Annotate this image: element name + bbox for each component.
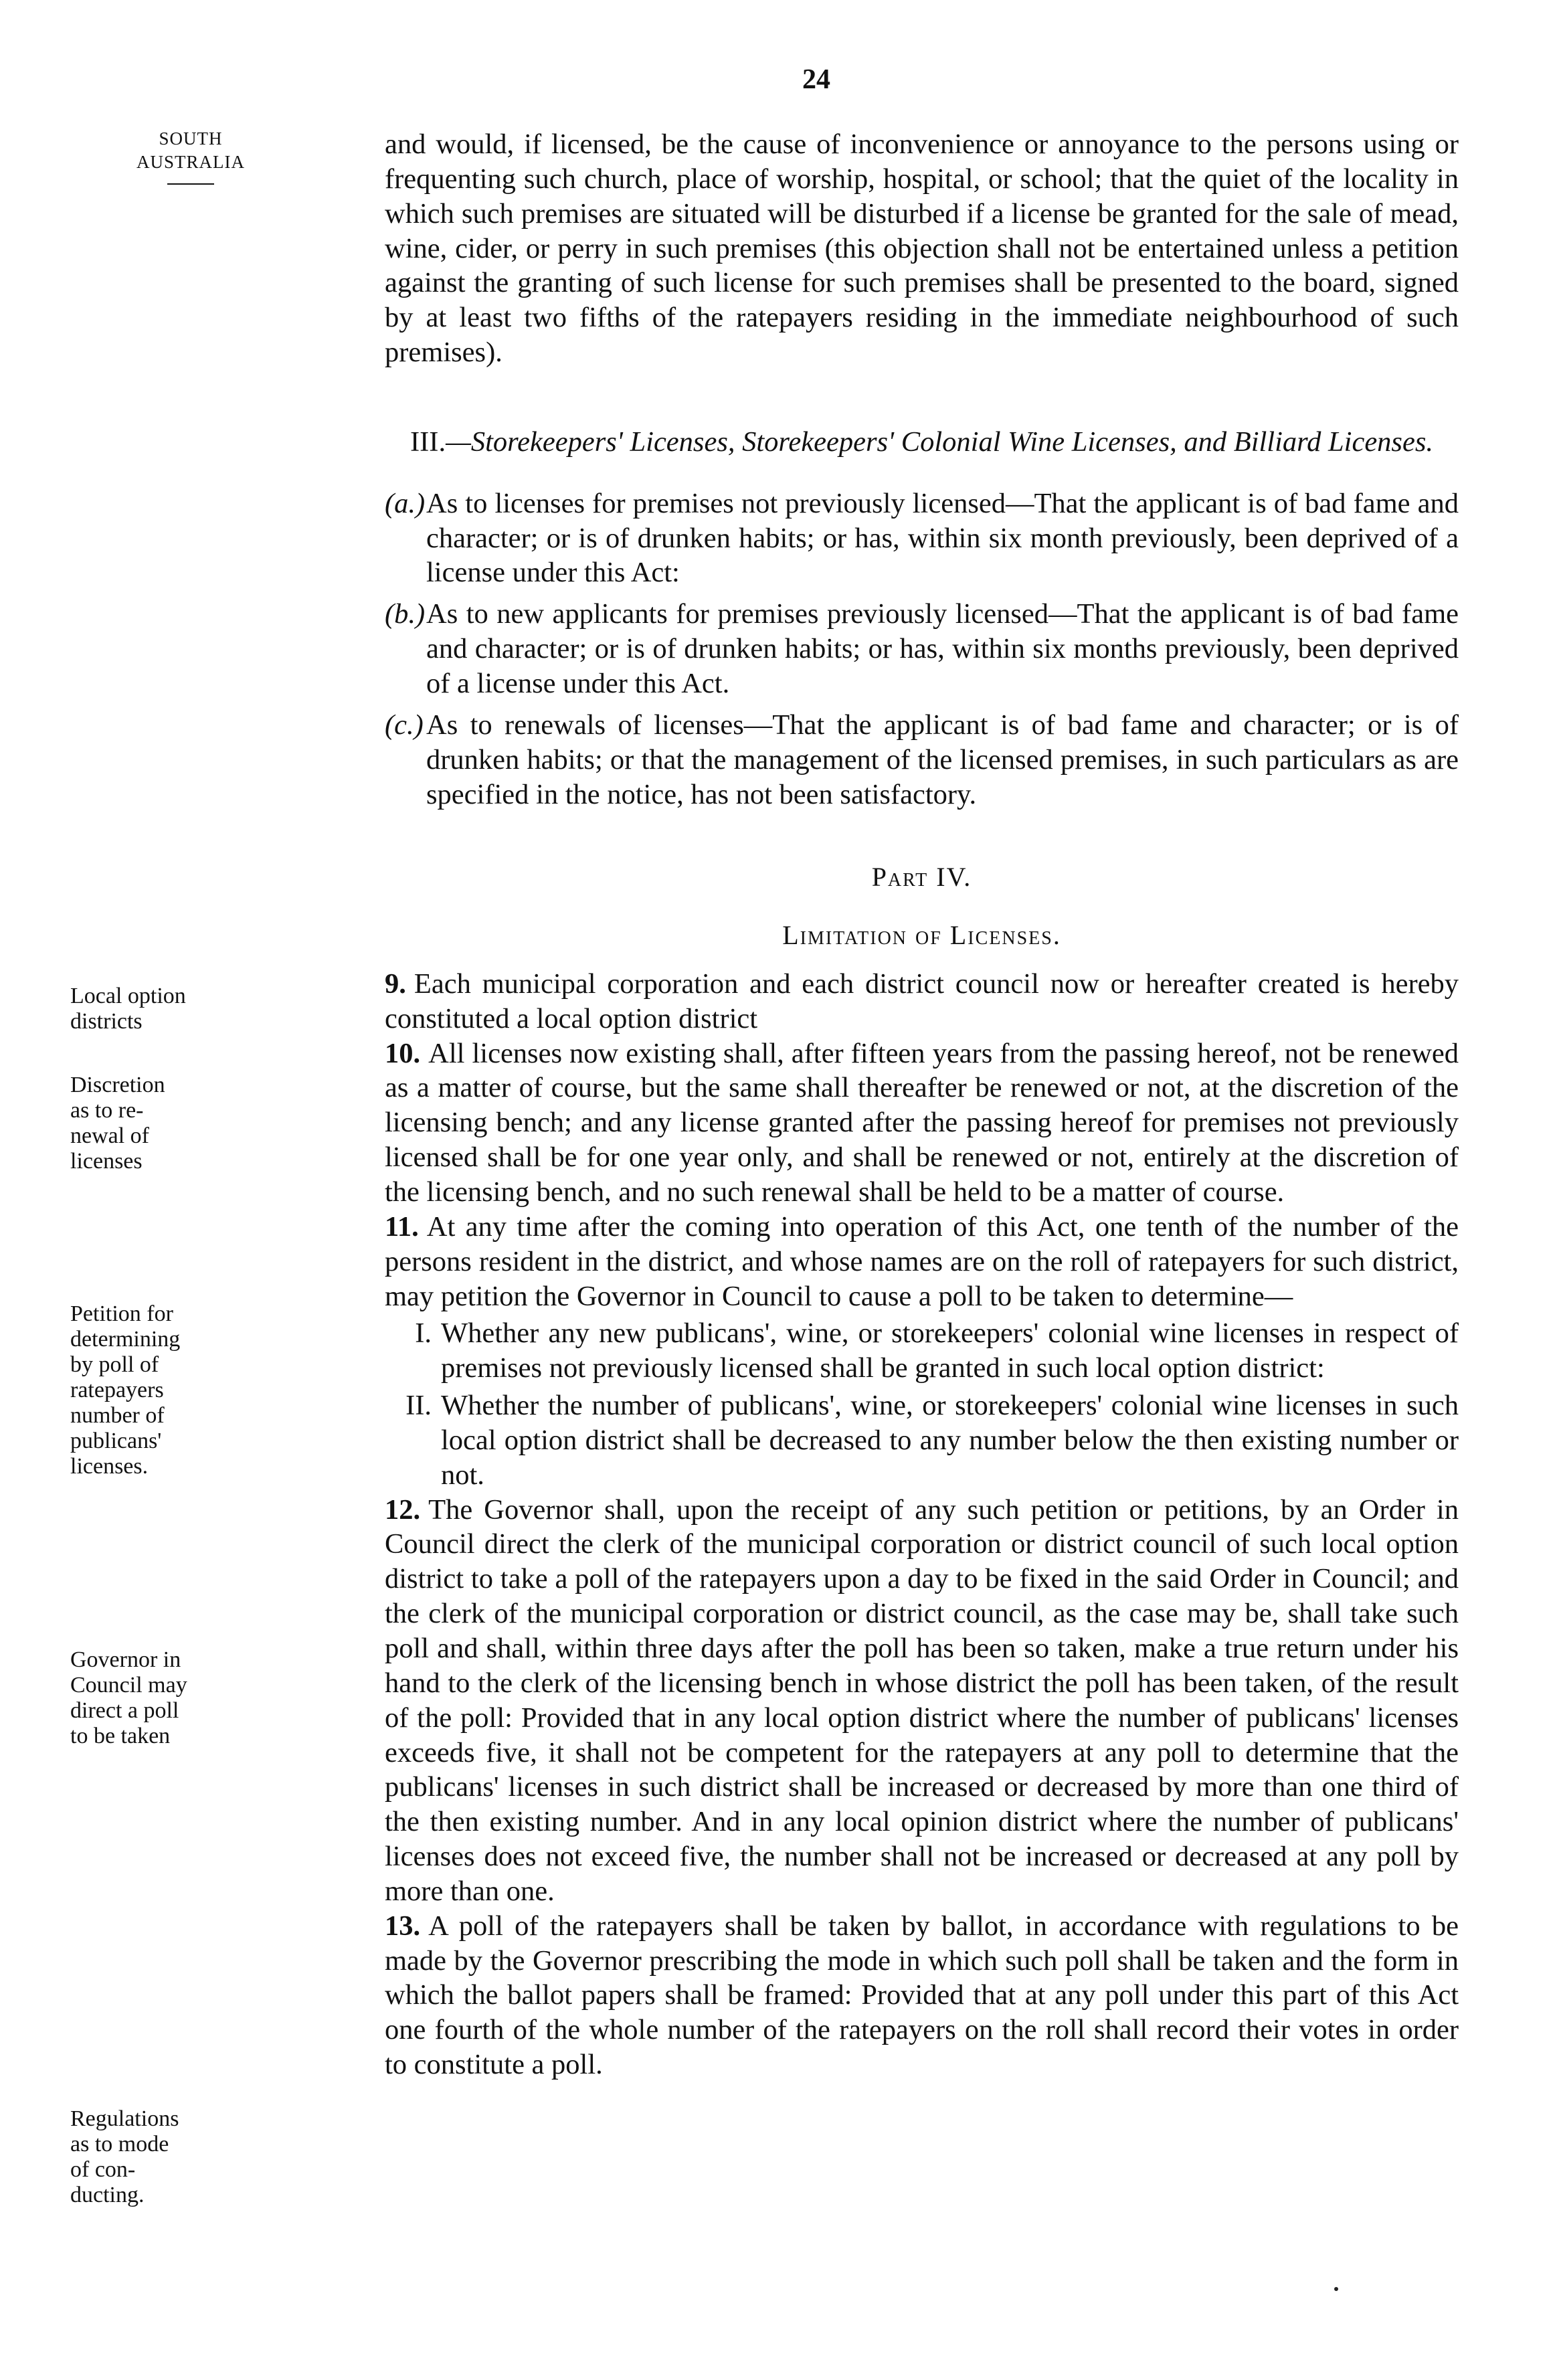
clause-number: 9. (385, 968, 406, 1000)
clause-text: Each municipal corporation and each district council now or hereafter created is hereby constituted a local option district (385, 968, 1459, 1034)
clause-11 (385, 1210, 1459, 1314)
item-text: Whether any new publicans', wine, or storekeepers' colonial wine licenses in respect of premises not previously licensed shall be granted in such local option district: (441, 1317, 1459, 1384)
clause-number: 11. (385, 1210, 419, 1243)
country-label-line-2: AUSTRALIA (136, 152, 245, 173)
margin-note-line: of con- (70, 2157, 136, 2183)
item-text: Whether the number of publicans', wine, or storekeepers' colonial wine licenses in such local option district shall be decreased to any number below the then existing number or not. (441, 1390, 1459, 1491)
margin-note-line: Petition for (70, 1301, 173, 1326)
list-item (385, 1316, 1459, 1386)
part-title: Part IV. (871, 862, 972, 893)
list-item (385, 708, 1459, 812)
margin-note-governor (70, 1647, 231, 1749)
margin-note-line: Discretion (70, 1073, 165, 1097)
margin-note-regulations (70, 2106, 231, 2208)
clause-13 (385, 1909, 1459, 2082)
item-label: I. (415, 1317, 432, 1350)
list-item (385, 597, 1459, 701)
clause-number: 12. (385, 1493, 421, 1526)
clause-text: All licenses now existing shall, after fifteen years from the passing hereof, not be renewed as a matter of course, but the same shall thereafter be renewed or not, at the discretion of the licensing bench; and any license granted after the passing hereof for premises not previously licensed shall be for one year only, and shall be renewed or not, entirely at the discretion of the licensing bench, and no such renewal shall be held to be a matter of course. (385, 1037, 1459, 1208)
item-label: (c.) (385, 709, 424, 741)
item-text: As to licenses for premises not previously licensed—That the applicant is of bad fame and character; or is of drunken habits; or has, within six month previously, been deprived of a license under this Act: (426, 487, 1459, 589)
page-number: 24 (802, 64, 830, 95)
intro-paragraph: and would, if licensed, be the cause of inconvenience or annoyance to the persons using or frequenting such church, place of worship, hospital, or school; that the quiet of the locality in which such premises are situated will be disturbed if a license be granted for the sale of mead, wine, cider, or perry in such premises (this objection shall not be entertained unless a petition against the granting of such license for such premises shall be presented to the board, signed by at least two fifths of the ratepayers residing in the immediate neighbourhood of such premises). (385, 128, 1459, 369)
list-item (385, 1388, 1459, 1493)
clause-10 (385, 1036, 1459, 1210)
item-label: (a.) (385, 487, 426, 519)
margin-note-line: ducting. (70, 2183, 145, 2208)
margin-note-petition (70, 1301, 231, 1480)
clause-number: 10. (385, 1037, 421, 1069)
clause-text: At any time after the coming into operation of this Act, one tenth of the number of the persons resident in the district, and whose names are on the roll of ratepayers for such district, may petition the Governor in Council to cause a poll to be taken to determine— (385, 1210, 1459, 1312)
item-text: As to renewals of licenses—That the applicant is of bad fame and character; or is of drunken habits; or that the management of the licensed premises, in such particulars as are specified in the notice, has not been satisfactory. (426, 709, 1459, 810)
margin-note-line: Local option (70, 984, 186, 1008)
margin-note-line: determining (70, 1327, 181, 1352)
clause-text: The Governor shall, upon the receipt of any such petition or petitions, by an Order in Council direct the clerk of the municipal corporation or district council of such local option district to take a poll of the ratepayers upon a day to be fixed in the said Order in Council; and the clerk of the municipal corporation or district council, as the case may be, shall take such poll and shall, within three days after the poll has been so taken, make a true return under his hand to the clerk of the licensing bench in whose district the poll has been taken, of the result of the poll: Provided that in any local option district where the number of publicans' licenses exceeds five, it shall not be competent for the ratepayers at any poll to determine that the publicans' licenses in such district shall be increased or decreased by more than one third of the then existing number. And in any local opinion district where the number of publicans' licenses does not exceed five, the number shall not be increased or decreased at any poll by more than one. (385, 1493, 1459, 1907)
margin-note-line: districts (70, 1009, 143, 1034)
margin-note-line: Regulations (70, 2106, 179, 2131)
section-iii-numeral: III. (409, 426, 446, 458)
country-label-line-1: SOUTH (159, 128, 223, 149)
margin-note-line: to be taken (70, 1724, 171, 1749)
country-label (124, 127, 258, 185)
margin-note-line: licenses (70, 1149, 143, 1174)
margin-note-line: as to re- (70, 1098, 144, 1123)
part-subtitle: Limitation of Licenses. (782, 920, 1061, 951)
margin-note-line: newal of (70, 1123, 150, 1149)
item-label: II. (405, 1390, 432, 1422)
clause-number: 13. (385, 1910, 421, 1942)
margin-note-line: by poll of (70, 1352, 159, 1378)
margin-note-line: licenses. (70, 1454, 149, 1479)
main-text (385, 127, 1459, 2082)
item-label: (b.) (385, 598, 426, 630)
margin-note-line: Governor in (70, 1647, 181, 1672)
section-iii-title: —Storekeepers' Licenses, Storekeepers' Colonial Wine Licenses, and Billiard Licenses. (446, 426, 1433, 458)
section-iii-heading (385, 425, 1459, 460)
margin-note-line: direct a poll (70, 1698, 179, 1724)
country-label-rule (167, 183, 214, 185)
margin-note-line: Council may (70, 1673, 187, 1698)
margin-note-line: ratepayers (70, 1378, 164, 1403)
margin-note-discretion (70, 1073, 231, 1174)
margin-note-line: number of (70, 1403, 165, 1429)
item-text: As to new applicants for premises previously licensed—That the applicant is of bad fame and character; or is of drunken habits; or has, within six months previously, been deprived of a license under this Act. (426, 598, 1459, 699)
stray-dot-mark (1334, 2287, 1338, 2291)
margin-note-local-option (70, 984, 231, 1034)
clause-12 (385, 1493, 1459, 1909)
list-item (385, 486, 1459, 591)
margin-note-line: as to mode (70, 2132, 169, 2157)
margin-note-line: publicans' (70, 1429, 162, 1454)
clause-9 (385, 967, 1459, 1036)
clause-text: A poll of the ratepayers shall be taken by ballot, in accordance with regulations to be made by the Governor prescribing the mode in which such poll shall be taken and the form in which the ballot papers shall be framed: Provided that at any poll under this part of this Act one fourth of the whole number of the ratepayers on the roll shall record their votes in order to constitute a poll. (385, 1910, 1459, 2081)
